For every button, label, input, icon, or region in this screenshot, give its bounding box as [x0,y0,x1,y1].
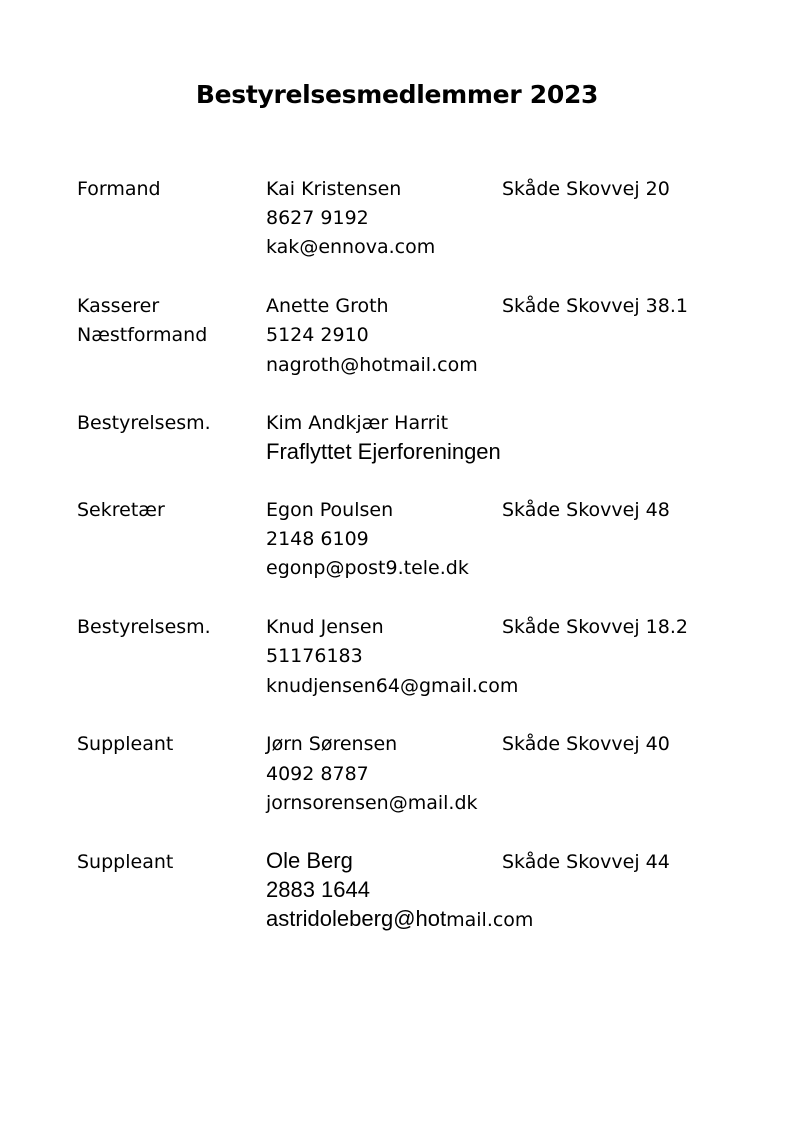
member-role: Bestyrelsesm. [77,616,211,638]
member-address: Skåde Skovvej 48 [502,499,670,521]
member-phone: 2883 1644 [266,877,370,902]
member-phone: 51176183 [266,645,363,667]
member-phone: 5124 2910 [266,324,369,346]
member-address: Skåde Skovvej 40 [502,733,670,755]
member-email: jornsorensen@mail.dk [266,792,478,814]
member-email: kak@ennova.com [266,236,436,258]
page-title: Bestyrelsesmedlemmer 2023 [195,80,599,109]
member-name: Kai Kristensen [266,178,402,200]
member-name: Anette Groth [266,295,389,317]
member-address: Skåde Skovvej 44 [502,851,670,873]
member-role: Bestyrelsesm. [77,412,211,434]
member-email: nagroth@hotmail.com [266,354,478,376]
member-name: Kim Andkjær Harrit [266,412,449,434]
member-name: Knud Jensen [266,616,384,638]
member-email-part: astridoleberg@hot [266,906,447,931]
member-address: Skåde Skovvej 38.1 [502,295,688,317]
member-email [266,906,533,933]
member-name: Egon Poulsen [266,499,394,521]
member-role: Næstformand [77,324,208,346]
member-email-part: mail.com [446,909,534,931]
member-email: egonp@post9.tele.dk [266,557,469,579]
member-phone: 4092 8787 [266,763,369,785]
member-role: Sekretær [77,499,165,521]
member-phone: 2148 6109 [266,528,369,550]
member-role: Formand [77,178,161,200]
member-email: knudjensen64@gmail.com [266,675,519,697]
member-name: Jørn Sørensen [266,733,398,755]
member-note: Fraflyttet Ejerforeningen [266,439,501,464]
member-address: Skåde Skovvej 18.2 [502,616,688,638]
member-address: Skåde Skovvej 20 [502,178,670,200]
member-role: Suppleant [77,851,174,873]
member-role: Kasserer [77,295,160,317]
member-name: Ole Berg [266,848,353,873]
member-phone: 8627 9192 [266,207,369,229]
member-role: Suppleant [77,733,174,755]
